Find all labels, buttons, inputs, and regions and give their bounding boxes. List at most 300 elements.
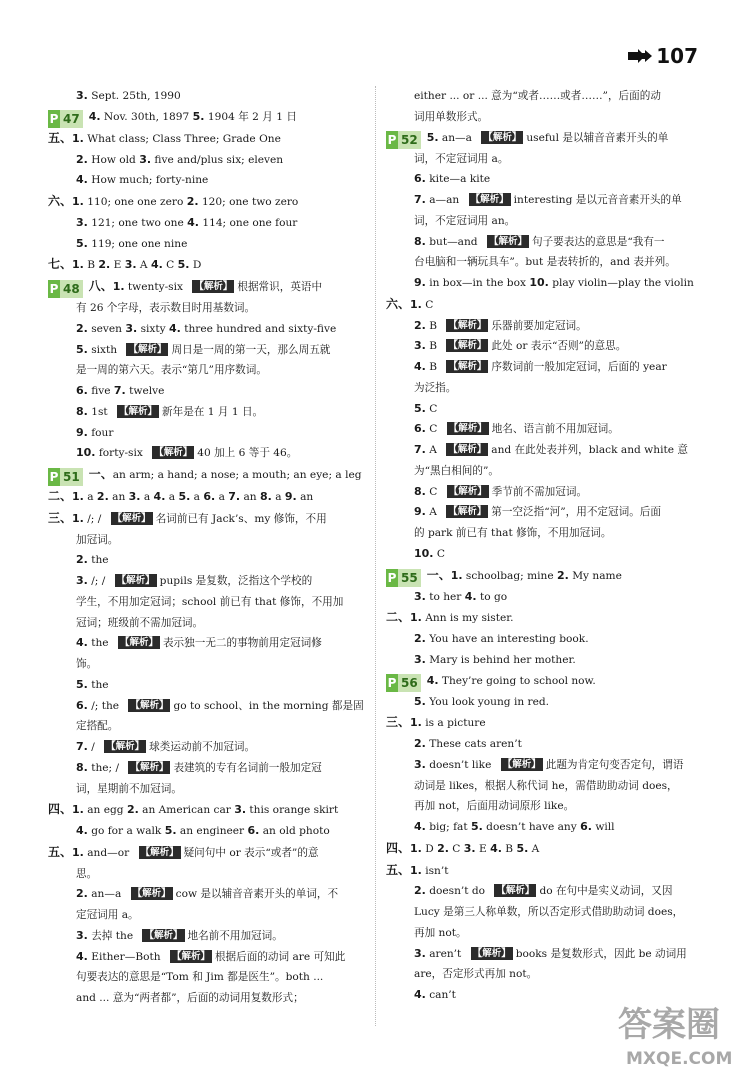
answer-text: 为泛指。: [414, 381, 457, 394]
answer-text: 第一空泛指“河”，用不定冠词。后面: [491, 506, 661, 519]
answer-line: [48, 360, 366, 381]
answer-line: [386, 796, 698, 817]
page-ref-badge: [48, 280, 83, 298]
page-ref-p-icon: P: [49, 282, 59, 296]
answer-text: 114; one one four: [198, 216, 298, 229]
question-number: 4.: [150, 258, 163, 272]
answer-text: A: [136, 259, 151, 272]
answer-line: [48, 675, 366, 696]
answer-line: [48, 254, 366, 276]
question-number: 1.: [72, 845, 84, 859]
answer-text: 地名、语言前不用加冠词。: [491, 423, 619, 436]
answer-text: an: [108, 491, 129, 503]
question-number: 6.: [414, 422, 426, 436]
answer-text: 为“黑白相间的”。: [414, 464, 499, 477]
answer-text: 根据常识，英语中: [237, 281, 323, 293]
section-heading: 二、: [48, 489, 73, 503]
answer-line: [48, 530, 366, 551]
answer-text: to her: [425, 590, 465, 603]
answer-text: 动词是 likes，根据人称代词 he，需借助助动词 does，: [414, 779, 678, 792]
analysis-tag: 【解析】: [472, 947, 511, 959]
question-number: 5.: [470, 820, 483, 833]
page-ref-number: 47: [60, 110, 83, 128]
answer-text: Sept. 25th, 1990: [87, 90, 181, 102]
question-number: 5.: [178, 490, 191, 503]
answer-text: C: [162, 259, 178, 272]
question-number: 1.: [410, 716, 422, 730]
answer-line: [386, 336, 698, 357]
question-number: 5.: [76, 677, 88, 691]
question-number: 3.: [414, 652, 426, 666]
answer-text: but—and: [425, 235, 481, 248]
question-number: 3.: [414, 589, 426, 603]
page-ref-number: 52: [398, 131, 421, 149]
page-number-area: [628, 44, 698, 68]
page-ref-badge: [386, 569, 421, 587]
answer-text: 121; one two one: [87, 216, 188, 229]
question-number: 10.: [414, 546, 434, 560]
answer-text: You look young in red.: [425, 695, 550, 708]
answer-line: [48, 170, 366, 191]
question-number: 1.: [72, 803, 84, 817]
answer-line: [386, 923, 698, 944]
page-ref-number: 51: [60, 468, 83, 486]
answer-text: These cats aren’t: [425, 738, 522, 750]
question-number: 4.: [414, 988, 426, 1001]
answer-line: [386, 482, 698, 503]
analysis-tag: 【解析】: [502, 758, 541, 770]
analysis-tag: 【解析】: [119, 405, 158, 417]
answer-line: [48, 842, 366, 864]
answer-text: an American car: [138, 804, 235, 817]
answer-line: [386, 587, 698, 608]
page-ref-number: 56: [398, 674, 421, 692]
question-number: 6.: [203, 490, 216, 503]
question-number: 4.: [76, 949, 88, 963]
answer-text: Ann is my sister.: [421, 612, 514, 625]
answer-line: [48, 926, 366, 947]
answer-text: sixty: [137, 322, 169, 335]
answer-text: either ... or ... 意为“或者……或者……”，后面的动: [414, 90, 661, 102]
question-number: 3.: [414, 946, 426, 960]
question-number: 7.: [414, 193, 426, 206]
question-number: 3.: [463, 841, 476, 855]
question-number: 2.: [76, 887, 88, 901]
answer-text: five: [87, 385, 114, 397]
answer-line: [48, 150, 366, 171]
answer-line: [48, 86, 366, 107]
question-number: 4.: [490, 841, 502, 855]
answer-line: [48, 821, 366, 842]
question-number: 2.: [414, 318, 426, 332]
answer-text: 疑问句中 or 表示“或者”的意: [183, 846, 319, 859]
question-number: 7.: [228, 490, 241, 503]
answer-text: a: [83, 491, 97, 503]
answer-line: [48, 696, 366, 717]
answer-text: B: [425, 319, 441, 332]
answer-text: 根据后面的动词 are 可知此: [214, 950, 346, 963]
question-number: 5.: [426, 130, 439, 144]
analysis-tag: 【解析】: [448, 485, 487, 497]
question-number: 1.: [450, 568, 463, 582]
answer-line: [386, 838, 698, 860]
answer-text: books 是复数形式，因此 be 动词用: [515, 947, 687, 960]
answer-line: [48, 613, 366, 634]
answer-line: [48, 988, 366, 1009]
question-number: 9.: [76, 425, 88, 439]
answer-line: [386, 399, 698, 420]
column-divider: [375, 86, 376, 1026]
page-ref-p-icon: P: [387, 675, 397, 690]
answer-text: C: [425, 485, 441, 498]
answer-line: [48, 340, 366, 361]
answer-text: You have an interesting book.: [425, 633, 589, 645]
answer-text: B: [425, 361, 441, 373]
analysis-tag: 【解析】: [448, 506, 487, 518]
answer-text: 表建筑的专有名词前一般加定冠: [173, 761, 322, 774]
answer-text: /; /: [83, 512, 105, 525]
answer-line: [386, 544, 698, 565]
question-number: 4.: [464, 589, 477, 603]
section-heading: 四、: [386, 840, 411, 855]
answer-line: [48, 128, 366, 150]
answer-line: [48, 737, 366, 758]
answer-text: E: [475, 842, 491, 855]
page-ref-badge: [48, 468, 83, 486]
question-number: 7.: [414, 443, 426, 456]
answer-text: 思。: [76, 867, 98, 880]
answer-text: /; the: [87, 699, 123, 712]
answer-line: [48, 592, 366, 613]
question-number: 1.: [410, 863, 422, 877]
answer-text: an: [240, 491, 260, 503]
answer-line: [386, 502, 698, 523]
answer-text: the: [87, 637, 112, 650]
answer-text: go to school、in the morning 都是固: [173, 699, 364, 712]
answer-text: 定冠词用 a。: [76, 909, 139, 921]
question-number: 4.: [76, 173, 88, 187]
answer-line: [386, 190, 698, 211]
section-heading: 五、: [48, 130, 73, 145]
answer-text: E: [110, 259, 125, 272]
question-number: 4.: [414, 820, 426, 833]
answer-text: forty-six: [95, 447, 147, 460]
question-number: 3.: [414, 339, 426, 353]
answer-text: the: [87, 554, 109, 567]
answer-text: is a picture: [421, 717, 486, 730]
analysis-tag: 【解析】: [194, 281, 233, 292]
answer-text: C: [433, 547, 445, 560]
answer-text: 周日是一周的第一天，那么周五就: [171, 343, 331, 356]
page-ref-p-icon: P: [387, 132, 397, 147]
answer-text: 再加 not，后面用动词原形 like。: [414, 800, 575, 813]
answer-line: [48, 905, 366, 926]
answer-text: 此处 or 表示“否则”的意思。: [491, 340, 627, 353]
question-number: 8.: [414, 234, 426, 248]
answer-text: How old: [87, 153, 140, 166]
page-ref-badge: [48, 110, 83, 128]
answer-text: B: [83, 259, 99, 272]
section-heading: 八、: [88, 279, 113, 293]
page-ref-p-icon: P: [387, 570, 397, 585]
answer-text: do 在句中是实义动词，又因: [539, 885, 673, 898]
question-number: 1.: [410, 297, 422, 311]
question-number: 4.: [153, 490, 166, 503]
question-number: 9.: [414, 276, 426, 289]
section-heading: 五、: [386, 862, 411, 877]
answer-text: Nov. 30th, 1897: [100, 110, 193, 123]
question-number: 2.: [98, 258, 111, 272]
right-column: [386, 86, 698, 1006]
answer-text: an—a: [87, 888, 125, 901]
answer-text: doesn’t do: [425, 885, 489, 898]
answer-line: [48, 508, 366, 530]
answer-text: What class; Class Three; Grade One: [83, 132, 281, 145]
answer-text: an—a: [438, 131, 476, 144]
watermark-logo: [612, 992, 744, 1072]
answer-text: twelve: [125, 385, 165, 397]
question-number: 5.: [76, 236, 88, 250]
answer-text: a—an: [425, 194, 463, 206]
question-number: 6.: [76, 698, 88, 712]
question-number: 10.: [529, 276, 549, 289]
answer-text: this orange skirt: [246, 804, 339, 817]
answer-line: [386, 169, 698, 190]
question-number: 7.: [113, 384, 126, 397]
answer-text: They’re going to school now.: [438, 674, 596, 687]
question-number: 2.: [437, 841, 449, 855]
answer-line: [386, 607, 698, 629]
answer-line: [386, 523, 698, 544]
question-number: 9.: [414, 505, 426, 519]
question-number: 2.: [76, 152, 88, 166]
answer-line: [48, 213, 366, 234]
question-number: 4.: [76, 636, 88, 650]
answer-line: [386, 565, 698, 587]
answer-line: [386, 712, 698, 734]
answer-line: [48, 402, 366, 423]
question-number: 3.: [76, 928, 88, 942]
answer-text: are，否定形式再加 not。: [414, 968, 538, 981]
question-number: 1.: [72, 511, 84, 525]
answer-line: [386, 149, 698, 170]
answer-text: interesting 是以元音音素开头的单: [513, 194, 682, 206]
question-number: 5.: [192, 109, 205, 123]
answer-text: 词，不定冠词用 an。: [414, 214, 516, 227]
answer-line: [386, 440, 698, 461]
page-ref-p-icon: P: [49, 111, 59, 126]
question-number: 2.: [414, 632, 426, 645]
answer-line: [386, 817, 698, 838]
answer-text: the; /: [87, 761, 123, 774]
question-number: 6.: [76, 384, 88, 397]
answer-text: the: [87, 678, 109, 691]
analysis-tag: 【解析】: [448, 361, 487, 372]
answer-text: B: [501, 842, 517, 855]
page-ref-badge: [386, 674, 421, 692]
answer-text: Lucy 是第三人称单数，所以否定形式借助助动词 does，: [414, 906, 684, 918]
question-number: 1.: [112, 280, 125, 293]
answer-line: [48, 758, 366, 779]
question-number: 2.: [76, 553, 88, 567]
answer-line: [48, 716, 366, 737]
answer-text: a: [165, 491, 179, 503]
answer-line: [386, 316, 698, 337]
question-number: 2.: [186, 195, 199, 208]
answer-text: three hundred and sixty-five: [180, 322, 337, 335]
answer-line: [48, 779, 366, 800]
question-number: 8.: [76, 760, 88, 774]
answer-text: 词用单数形式。: [414, 110, 489, 123]
answer-line: [386, 902, 698, 923]
answer-line: [386, 211, 698, 232]
question-number: 1.: [72, 131, 84, 145]
page-number: 107: [656, 44, 698, 68]
question-number: 1.: [410, 611, 422, 625]
analysis-tag: 【解析】: [171, 950, 210, 962]
answer-text: useful 是以辅音音素开头的单: [526, 131, 669, 144]
answer-text: doesn’t have any: [482, 821, 581, 833]
answer-line: [48, 967, 366, 988]
page-ref-number: 48: [60, 280, 83, 298]
answer-text: an egg: [83, 804, 127, 817]
answer-text: go for a walk: [87, 825, 165, 837]
answer-text: 乐器前要加定冠词。: [491, 319, 587, 332]
question-number: 2.: [414, 737, 426, 750]
section-heading: 二、: [386, 610, 411, 625]
answer-text: in box—in the box: [425, 277, 530, 289]
answer-text: A: [528, 842, 540, 855]
answer-text: 有 26 个字母，表示数目时用基数词。: [76, 302, 256, 314]
answer-line: [386, 461, 698, 482]
answer-text: big; fat: [425, 821, 471, 833]
answer-text: 的 park 前已有 that 修饰，不用加冠词。: [414, 527, 612, 539]
answer-line: [386, 944, 698, 965]
question-number: 3.: [124, 258, 137, 272]
question-number: 2.: [96, 490, 109, 503]
analysis-tag: 【解析】: [154, 447, 193, 459]
left-column: [48, 86, 366, 1009]
answer-line: [386, 86, 698, 107]
answer-text: A: [425, 506, 441, 519]
question-number: 2.: [556, 568, 569, 582]
answer-text: isn’t: [421, 864, 449, 877]
answer-text: seven: [87, 322, 126, 335]
question-number: 8.: [259, 490, 272, 503]
answer-line: [386, 419, 698, 440]
question-number: 1.: [72, 490, 84, 503]
answer-line: [386, 252, 698, 273]
question-number: 5.: [516, 841, 529, 855]
answer-text: an arm; a hand; a nose; a mouth; an eye; a leg: [112, 469, 362, 481]
question-number: 7.: [76, 740, 88, 753]
answer-text: 去掉 the: [87, 929, 137, 942]
answer-line: [386, 776, 698, 797]
answer-text: 句子要表达的意思是“我有一: [531, 235, 665, 248]
answer-line: [386, 378, 698, 399]
analysis-tag: 【解析】: [112, 512, 151, 524]
section-heading: 四、: [48, 802, 73, 817]
answer-line: [386, 294, 698, 316]
answer-line: [48, 571, 366, 592]
answer-line: [48, 191, 366, 213]
analysis-tag: 【解析】: [130, 699, 169, 711]
answer-text: 1st: [87, 405, 112, 418]
answer-text: C: [425, 402, 438, 415]
question-number: 1.: [410, 841, 422, 855]
question-number: 4.: [88, 109, 101, 123]
answer-text: 119; one one nine: [87, 237, 188, 250]
answer-text: D: [421, 842, 438, 855]
question-number: 3.: [139, 152, 152, 166]
question-number: 3.: [414, 757, 426, 771]
answer-line: [48, 107, 366, 128]
question-number: 6.: [414, 172, 426, 186]
answer-text: can’t: [425, 989, 456, 1001]
answer-text: doesn’t like: [425, 758, 495, 771]
section-heading: 六、: [386, 296, 411, 311]
answer-line: [48, 799, 366, 821]
answer-text: a: [140, 491, 154, 503]
answer-text: a: [271, 491, 285, 503]
question-number: 3.: [234, 803, 247, 817]
answer-line: [48, 276, 366, 298]
answer-text: five and/plus six; eleven: [151, 153, 284, 166]
answer-text: C: [421, 298, 434, 311]
question-number: 3.: [128, 490, 141, 503]
answer-line: [386, 357, 698, 378]
answer-text: to go: [476, 590, 508, 603]
answer-text: 冠词；班级前不需加冠词。: [76, 616, 204, 629]
answer-text: /: [87, 741, 99, 753]
question-number: 5.: [414, 401, 426, 415]
question-number: 5.: [414, 694, 426, 708]
answer-text: an engineer: [176, 825, 248, 837]
watermark-url: MXQE.COM: [626, 1049, 733, 1069]
answer-text: 40 加上 6 等于 46。: [197, 447, 298, 460]
question-number: 9.: [284, 490, 297, 503]
analysis-tag: 【解析】: [448, 340, 487, 352]
answer-text: 110; one one zero: [83, 196, 187, 208]
question-number: 2.: [126, 803, 139, 817]
answer-text: 新年是在 1 月 1 日。: [162, 405, 264, 418]
analysis-tag: 【解析】: [448, 423, 487, 435]
answer-text: aren’t: [425, 947, 465, 960]
answer-text: C: [448, 842, 464, 855]
page-ref-p-icon: P: [49, 470, 59, 484]
answer-text: schoolbag; mine: [462, 569, 557, 582]
section-heading: 一、: [88, 467, 113, 481]
analysis-tag: 【解析】: [496, 885, 535, 897]
answer-line: [48, 654, 366, 675]
answer-line: [48, 550, 366, 571]
answer-line: [386, 650, 698, 671]
analysis-tag: 【解析】: [483, 131, 522, 143]
section-heading: 一、: [426, 567, 451, 582]
question-number: 6.: [580, 820, 592, 833]
answer-line: [386, 755, 698, 776]
question-number: 10.: [76, 446, 96, 460]
question-number: 4.: [76, 824, 88, 837]
answer-text: 序数词前一般加定冠词，后面的 year: [491, 361, 667, 373]
answer-text: a: [190, 491, 204, 503]
answer-text: and ... 意为“两者都”，后面的动词用复数形式；: [76, 992, 304, 1004]
answer-line: [48, 298, 366, 319]
question-number: 6.: [247, 824, 260, 837]
question-number: 1.: [72, 258, 84, 272]
question-number: 4.: [426, 673, 439, 687]
answer-line: [386, 734, 698, 755]
